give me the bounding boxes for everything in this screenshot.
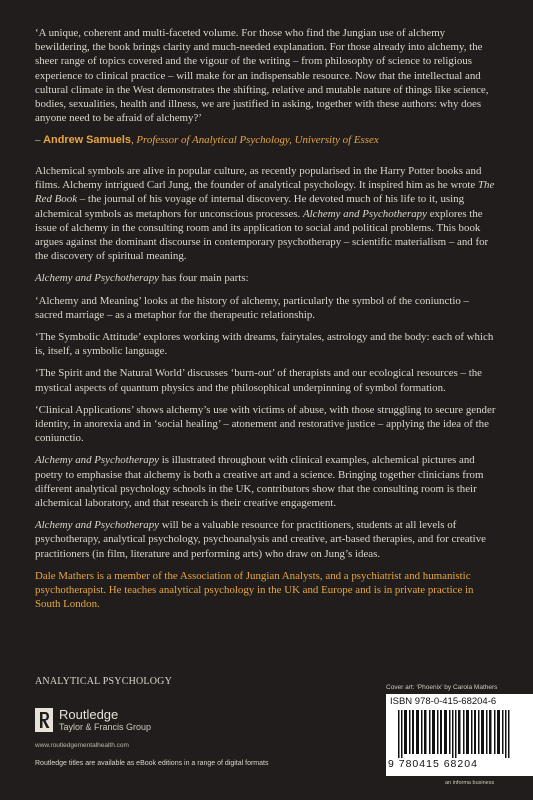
illustrated-text: is illustrated throughout with clinical examples, alchemical pictures and poetry to emphasise that alchemy is both a creative art and a science. Bringing together clinicians from different analytical psychology schools in the UK, contributors show that the consulting room is their alchemical laboratory, and that research is their creative engagement. [35, 454, 484, 510]
intro-text-2: – the journal of his voyage of internal discovery. He devoted much of his life to it, using alchemical symbols as metaphors for unconscious processes. [35, 193, 465, 220]
attribution-role: , Professor of Analytical Psychology, University of Essex [130, 134, 379, 147]
part-item-2: ‘The Symbolic Attitude’ explores working with dreams, fairytales, astrology and the body: each of which is, itself, a symbolic language. [35, 331, 494, 358]
intro-paragraph [35, 164, 497, 263]
author-bio [35, 569, 497, 612]
parts-lead-text: has four main parts: [159, 272, 249, 285]
part-item-3: ‘The Spirit and the Natural World’ discusses ‘burn-out’ of therapists and our ecological resources – the mystical aspects of quantum physics and the philosophical underpinning of symbol formation. [35, 367, 483, 394]
illustrated-paragraph [35, 453, 497, 510]
attribution-dash: – [35, 134, 44, 147]
publisher-logo [35, 708, 151, 732]
part-item-4: ‘Clinical Applications’ shows alchemy’s use with victims of abuse, with those struggling to secure gender identity, in anorexia and in ‘social healing’ – atonement and restorative justice – applying the idea of the coniunctio. [35, 403, 496, 445]
review-quote [35, 26, 497, 156]
publisher-group: Taylor & Francis Group [59, 722, 152, 732]
attribution-name: Andrew Samuels [43, 134, 131, 147]
barcode-icon [386, 710, 533, 758]
subject-category: ANALYTICAL PSYCHOLOGY [35, 676, 172, 687]
book-title-italic: Alchemy and Psychotherapy [35, 272, 159, 285]
book-title-italic: Alchemy and Psychotherapy [35, 519, 159, 532]
barcode-digits: 9 780415 68204 [388, 758, 478, 770]
book-title-italic: Alchemy and Psychotherapy [35, 454, 159, 467]
red-book-title: The Red Book [35, 179, 495, 206]
part-item-1: ‘Alchemy and Meaning’ looks at the history of alchemy, particularly the symbol of the coniunctio – sacred marriage – as a metaphor for the therapeutic relationship. [35, 294, 469, 321]
quote-attribution [35, 133, 497, 147]
blurb-body [35, 164, 497, 619]
intro-text-1: Alchemical symbols are alive in popular culture, as recently popularised in the Harry Potter books and films. Alchemy intrigued Carl Jung, the founder of analytical psychology. It inspired him as he wrote [35, 165, 482, 192]
publisher-name: Routledge [59, 707, 119, 722]
parts-lead [35, 271, 497, 285]
publisher-website: www.routledgementalhealth.com [35, 742, 129, 749]
resource-text: will be a valuable resource for practitioners, students at all levels of psychotherapy, analytical psychology, psychoanalysis and creative, art-based therapies, and for creative practitioners (in film, literature and performing arts) who draw on Jung’s ideas. [35, 519, 486, 560]
quote-text: ‘A unique, coherent and multi-faceted volume. For those who find the Jungian use of alchemy bewildering, the book brings clarity and much-needed explanation. For those already into alchemy, the sheer range of topics covered and the vigour of the writing – from philosophy of science to religious experience to clinical practice – will make for an indispensable resource. Now that the intellectual and cultural climate in the West demonstrates the shifting, relative and mutable nature of things like science, bodies, sexualities, health and illness, we are justified in asking, together with these authors: why does anyone need to be afraid of alchemy?’ [35, 27, 489, 125]
intro-text-3: explores the issue of alchemy in the consulting room and its application to social and political problems. This book argues against the dominant discourse in contemporary psychotherapy – scientific materialism – and for the discovery of spiritual meaning. [35, 207, 489, 263]
cover-art-credit: Cover art: ‘Phoenix’ by Carola Mathers [386, 684, 498, 691]
resource-paragraph [35, 518, 497, 561]
book-title-italic: Alchemy and Psychotherapy [302, 207, 427, 220]
routledge-r-icon [35, 708, 53, 732]
author-bio-text: is a member of the Association of Jungian Analysts, and a psychiatrist and humanistic psychotherapist. He teaches analytical psychology in the UK and Europe and is in private practice in South London. [35, 569, 474, 611]
informa-note: an informa business [445, 780, 495, 786]
author-name: Dale Mathers [35, 569, 94, 582]
isbn-barcode [386, 694, 533, 776]
ebook-note: Routledge titles are available as eBook editions in a range of digital formats [35, 760, 269, 767]
isbn-label: ISBN 978-0-415-68204-6 [390, 696, 497, 707]
